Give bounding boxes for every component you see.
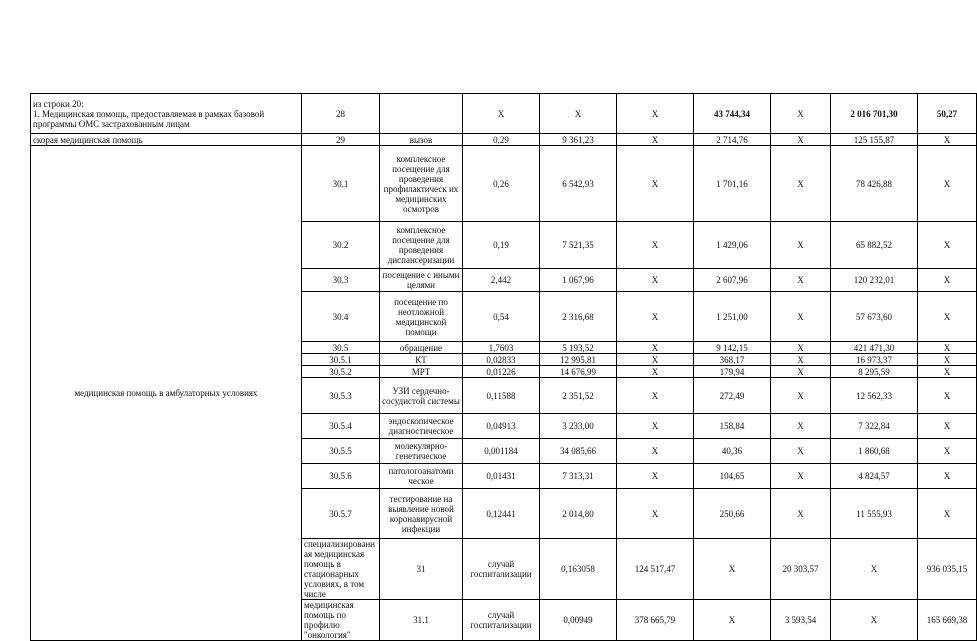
- table-cell: 2,442: [463, 269, 540, 292]
- table-cell: 9 361,23: [540, 134, 617, 146]
- table-cell: 30.5: [302, 342, 380, 354]
- table-cell: 0,29: [463, 134, 540, 146]
- table-cell: 30.3: [302, 269, 380, 292]
- table-cell: 31.1: [380, 600, 463, 641]
- table-cell: X: [771, 146, 831, 222]
- table-cell: X: [617, 378, 694, 414]
- table-cell: X: [463, 94, 540, 134]
- table-cell: 250,66: [694, 489, 771, 539]
- table-cell: X: [831, 600, 918, 641]
- table-cell: 368,17: [694, 354, 771, 366]
- table-cell: 65 882,52: [831, 222, 918, 269]
- table-cell: 9 142,15: [694, 342, 771, 354]
- table-cell: из строки 20: 1. Медицинская помощь, предоставляемая в рамках базовой программы ОМС застрахованным лицам: [31, 94, 302, 134]
- table-cell: скорая медицинская помощь: [31, 134, 302, 146]
- table-cell: X: [617, 354, 694, 366]
- table-cell: X: [771, 489, 831, 539]
- table-cell: молекулярно-генетическое: [380, 439, 463, 464]
- table-cell: X: [617, 414, 694, 439]
- table-cell: медицинская помощь по профилю "онкология": [302, 600, 380, 641]
- table-cell: КТ: [380, 354, 463, 366]
- table-cell: 2 714,76: [694, 134, 771, 146]
- table-cell: комплексное посещение для проведения диспансеризации: [380, 222, 463, 269]
- table-cell: 2 316,68: [540, 292, 617, 342]
- table-cell: 14 676,99: [540, 366, 617, 378]
- table-cell: 30.4: [302, 292, 380, 342]
- table-cell: X: [540, 94, 617, 134]
- table-cell: X: [617, 342, 694, 354]
- table-cell: 57 673,60: [831, 292, 918, 342]
- table-cell: X: [771, 134, 831, 146]
- table-cell: 28: [302, 94, 380, 134]
- table-cell: X: [617, 222, 694, 269]
- table-cell: 179,94: [694, 366, 771, 378]
- table-cell: 8 295,59: [831, 366, 918, 378]
- table-cell: 2 016 701,30: [831, 94, 918, 134]
- table-cell: обращение: [380, 342, 463, 354]
- table-cell: 30.1: [302, 146, 380, 222]
- table-cell: 34 085,66: [540, 439, 617, 464]
- table-cell: 3 593,54: [771, 600, 831, 641]
- table-cell: 421 471,30: [831, 342, 918, 354]
- table-cell: 0,163058: [540, 539, 617, 600]
- table-cell: X: [771, 366, 831, 378]
- table-cell: 2 607,96: [694, 269, 771, 292]
- table-cell: X: [918, 489, 977, 539]
- table-cell: X: [771, 269, 831, 292]
- table-cell: 0,54: [463, 292, 540, 342]
- table-cell: 29: [302, 134, 380, 146]
- table-cell: X: [918, 146, 977, 222]
- table-cell: X: [617, 269, 694, 292]
- table-cell: 16 973,37: [831, 354, 918, 366]
- table-cell: X: [918, 292, 977, 342]
- table-cell: 1 251,00: [694, 292, 771, 342]
- table-cell: X: [617, 146, 694, 222]
- table-cell: 43 744,34: [694, 94, 771, 134]
- table-cell: 0,12441: [463, 489, 540, 539]
- table-cell: X: [617, 94, 694, 134]
- table-cell: 0,00949: [540, 600, 617, 641]
- table-cell: 7 322,84: [831, 414, 918, 439]
- table-cell: X: [771, 439, 831, 464]
- table-cell: 30.5.5: [302, 439, 380, 464]
- table-cell: 124 517,47: [617, 539, 694, 600]
- table-cell: 3 233,00: [540, 414, 617, 439]
- table-cell: 30.5.4: [302, 414, 380, 439]
- table-cell: [380, 94, 463, 134]
- table-cell: 4 824,57: [831, 464, 918, 489]
- table-cell: комплексное посещение для проведения профилактическ их медицинских осмотров: [380, 146, 463, 222]
- table-cell: X: [771, 354, 831, 366]
- table-cell: 30.5.1: [302, 354, 380, 366]
- table-row: [31, 94, 977, 134]
- table-cell: X: [617, 439, 694, 464]
- table-cell: X: [617, 134, 694, 146]
- table-cell: 158,84: [694, 414, 771, 439]
- table-cell: 272,49: [694, 378, 771, 414]
- table-cell: X: [918, 366, 977, 378]
- table-cell: 30.5.6: [302, 464, 380, 489]
- table-row: [31, 146, 977, 222]
- table-cell: 12 562,33: [831, 378, 918, 414]
- table-cell: специализированная медицинская помощь в стационарных условиях, в том числе: [302, 539, 380, 600]
- table-cell: тестирование на выявление новой коронавирусной инфекции: [380, 489, 463, 539]
- data-table: [30, 93, 977, 641]
- table-cell: 0,001184: [463, 439, 540, 464]
- table-cell: 0,26: [463, 146, 540, 222]
- table-cell: 12 995,81: [540, 354, 617, 366]
- table-cell: X: [617, 489, 694, 539]
- table-cell: 125 155,87: [831, 134, 918, 146]
- table-cell: 1 701,16: [694, 146, 771, 222]
- table-cell: X: [831, 539, 918, 600]
- table-cell: X: [918, 222, 977, 269]
- table-cell: случай госпитализации: [463, 600, 540, 641]
- table-cell: X: [771, 292, 831, 342]
- table-cell: 7 313,31: [540, 464, 617, 489]
- table-cell: 20 303,57: [771, 539, 831, 600]
- table-cell: X: [617, 292, 694, 342]
- table-cell: 165 669,38: [918, 600, 977, 641]
- table-cell: 1 860,68: [831, 439, 918, 464]
- table-cell: X: [617, 464, 694, 489]
- table-cell: эндоскопическое диагностическое: [380, 414, 463, 439]
- table-cell: 5 193,52: [540, 342, 617, 354]
- table-cell: 0,19: [463, 222, 540, 269]
- table-cell: УЗИ сердечно-сосудистой системы: [380, 378, 463, 414]
- table-cell: 120 232,01: [831, 269, 918, 292]
- table-cell: X: [918, 134, 977, 146]
- table-cell: 2 014,80: [540, 489, 617, 539]
- table-cell: вызов: [380, 134, 463, 146]
- table-cell: 0,01226: [463, 366, 540, 378]
- table-cell: 40,36: [694, 439, 771, 464]
- table-cell: 30.5.2: [302, 366, 380, 378]
- table-cell: X: [771, 414, 831, 439]
- table-cell: X: [694, 600, 771, 641]
- table-cell: 378 665,79: [617, 600, 694, 641]
- table-cell: 1 067,96: [540, 269, 617, 292]
- table-row: [31, 134, 977, 146]
- table-cell: 6 542,93: [540, 146, 617, 222]
- table-cell: X: [617, 366, 694, 378]
- table-cell: 0,01431: [463, 464, 540, 489]
- table-cell: X: [771, 378, 831, 414]
- table-cell: X: [918, 464, 977, 489]
- table-cell: X: [918, 342, 977, 354]
- table-cell: 0,11588: [463, 378, 540, 414]
- table-cell: 30.5.3: [302, 378, 380, 414]
- table-cell: посещение с иными целями: [380, 269, 463, 292]
- table-cell: 31: [380, 539, 463, 600]
- table-cell: X: [918, 354, 977, 366]
- table-cell: 7 521,35: [540, 222, 617, 269]
- table-cell: 50,27: [918, 94, 977, 134]
- table-cell: X: [918, 414, 977, 439]
- table-cell: 936 035,15: [918, 539, 977, 600]
- table-cell: 30.5.7: [302, 489, 380, 539]
- table-cell: посещение по неотложной медицинской помощи: [380, 292, 463, 342]
- table-cell: 1,7603: [463, 342, 540, 354]
- table-cell: X: [771, 342, 831, 354]
- table-cell: X: [771, 222, 831, 269]
- table-cell: 0,02833: [463, 354, 540, 366]
- table-cell: 1 429,06: [694, 222, 771, 269]
- table-cell: X: [771, 464, 831, 489]
- table-cell: случай госпитализации: [463, 539, 540, 600]
- table-cell: 11 555,93: [831, 489, 918, 539]
- table-cell: МРТ: [380, 366, 463, 378]
- table-cell: X: [918, 439, 977, 464]
- table-cell: 2 351,52: [540, 378, 617, 414]
- table-cell: 30.2: [302, 222, 380, 269]
- table-cell: патологоанатоми ческое: [380, 464, 463, 489]
- table-cell: 0,04913: [463, 414, 540, 439]
- table-cell: X: [918, 378, 977, 414]
- table-cell: медицинская помощь в амбулаторных условиях: [31, 146, 302, 641]
- table-cell: X: [918, 269, 977, 292]
- table-cell: 78 426,88: [831, 146, 918, 222]
- table-cell: 104,65: [694, 464, 771, 489]
- table-cell: X: [771, 94, 831, 134]
- table-cell: X: [694, 539, 771, 600]
